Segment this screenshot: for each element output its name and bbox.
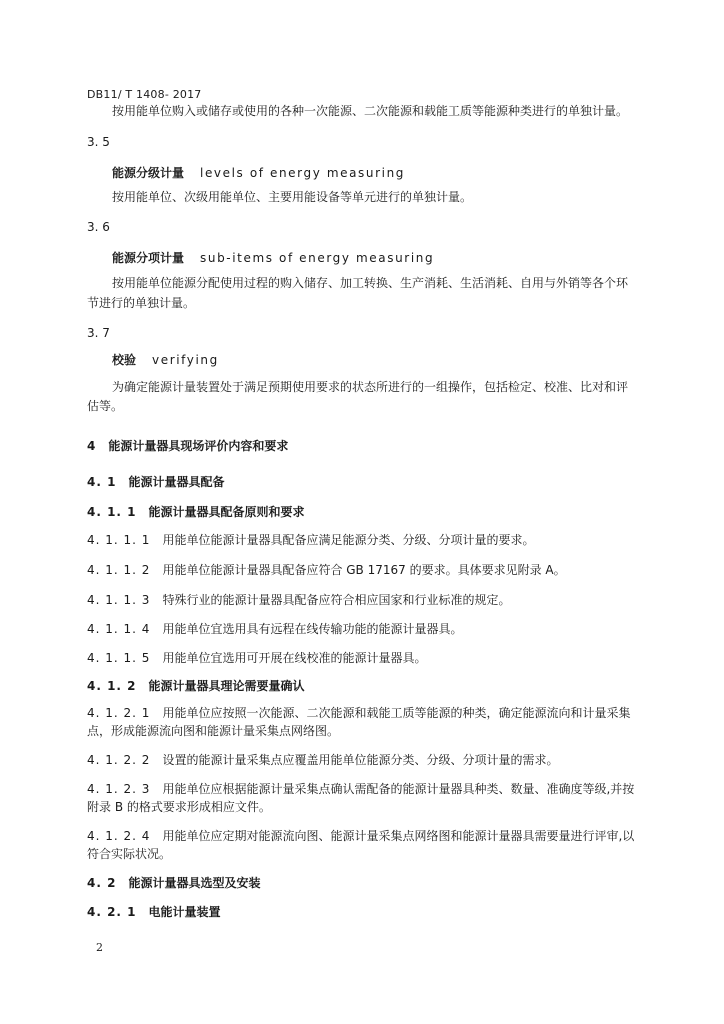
clause-item-number: 4. 1. 2. 2 <box>87 753 151 767</box>
clause-item-text: 用能单位应定期对能源流向图、能源计量采集点网络图和能源计量器具需要量进行评审,以 <box>162 829 635 843</box>
clause-number: 3. 7 <box>87 326 110 340</box>
section-number: 4. 2. 1 <box>87 905 137 919</box>
term-definition-cont: 估等。 <box>87 399 124 413</box>
section-heading <box>87 438 288 454</box>
section-title: 能源计量器具理论需要量确认 <box>148 679 305 693</box>
clause-item-number: 4. 1. 2. 3 <box>87 782 151 796</box>
clause-item-cont: 点，形成能源流向图和能源计量采集点网络图。 <box>87 724 340 738</box>
clause-item-number: 4. 1. 1. 4 <box>87 622 151 636</box>
clause-item-cont: 附录 B 的格式要求形成相应文件。 <box>87 800 271 814</box>
paragraph: 按用能单位购入或储存或使用的各种一次能源、二次能源和载能工质等能源种类进行的单独计量。 <box>112 104 629 118</box>
term-definition: 按用能单位能源分配使用过程的购入储存、加工转换、生产消耗、生活消耗、自用与外销等各个环 <box>112 276 629 290</box>
clause-item-text: 特殊行业的能源计量器具配备应符合相应国家和行业标准的规定。 <box>162 593 511 607</box>
subsection-heading <box>87 678 305 694</box>
clause-item-number: 4. 1. 1. 1 <box>87 533 151 547</box>
page-number: 2 <box>96 941 103 954</box>
term-zh: 校验 <box>112 353 137 367</box>
term-heading <box>112 352 219 368</box>
section-title: 能源计量器具配备 <box>128 475 225 489</box>
clause-item <box>87 532 534 548</box>
term-en: sub-items of energy measuring <box>200 251 435 265</box>
clause-item-text: 设置的能源计量采集点应覆盖用能单位能源分类、分级、分项计量的需求。 <box>162 753 559 767</box>
section-number: 4. 2 <box>87 876 117 890</box>
clause-item-number: 4. 1. 1. 2 <box>87 563 151 577</box>
term-definition: 为确定能源计量装置处于满足预期使用要求的状态所进行的一组操作，包括检定、校准、比对和评 <box>112 380 629 394</box>
clause-item <box>87 752 558 768</box>
section-title: 电能计量装置 <box>148 905 221 919</box>
clause-item-number: 4. 1. 2. 4 <box>87 829 151 843</box>
subsection-heading <box>87 875 260 891</box>
clause-number: 3. 6 <box>87 220 110 234</box>
term-zh: 能源分项计量 <box>112 251 185 265</box>
clause-item-text: 用能单位应根据能源计量采集点确认需配备的能源计量器具种类、数量、准确度等级,并按 <box>162 782 635 796</box>
clause-item <box>87 705 630 721</box>
clause-item-text: 用能单位宜选用具有远程在线传输功能的能源计量器具。 <box>162 622 463 636</box>
term-en: levels of energy measuring <box>200 166 405 180</box>
clause-number: 3. 5 <box>87 135 110 149</box>
section-title: 能源计量器具现场评价内容和要求 <box>108 439 289 453</box>
term-definition-cont: 节进行的单独计量。 <box>87 296 196 310</box>
term-definition: 按用能单位、次级用能单位、主要用能设备等单元进行的单独计量。 <box>112 190 473 204</box>
section-title: 能源计量器具配备原则和要求 <box>148 505 305 519</box>
section-number: 4. 1 <box>87 475 117 489</box>
clause-item-text: 用能单位宜选用可开展在线校准的能源计量器具。 <box>162 651 427 665</box>
subsection-heading <box>87 504 305 520</box>
clause-item <box>87 781 634 797</box>
clause-item-text: 用能单位能源计量器具配备应满足能源分类、分级、分项计量的要求。 <box>162 533 535 547</box>
clause-item <box>87 828 634 844</box>
section-title: 能源计量器具选型及安装 <box>128 876 261 890</box>
standard-code-header: DB11/ T 1408- 2017 <box>87 88 202 101</box>
subsection-heading <box>87 904 221 920</box>
term-heading <box>112 165 405 181</box>
term-heading <box>112 250 434 266</box>
clause-item <box>87 650 426 666</box>
clause-item-cont: 符合实际状况。 <box>87 847 172 861</box>
term-zh: 能源分级计量 <box>112 166 185 180</box>
section-number: 4. 1. 2 <box>87 679 137 693</box>
clause-item-number: 4. 1. 1. 5 <box>87 651 151 665</box>
clause-item-number: 4. 1. 2. 1 <box>87 706 151 720</box>
clause-item <box>87 621 462 637</box>
clause-item <box>87 592 510 608</box>
clause-item-text: 用能单位应按照一次能源、二次能源和载能工质等能源的种类，确定能源流向和计量采集 <box>162 706 631 720</box>
subsection-heading <box>87 474 224 490</box>
clause-item <box>87 562 566 578</box>
section-number: 4 <box>87 439 97 453</box>
section-number: 4. 1. 1 <box>87 505 137 519</box>
clause-item-number: 4. 1. 1. 3 <box>87 593 151 607</box>
term-en: verifying <box>152 353 219 367</box>
clause-item-text: 用能单位能源计量器具配备应符合 GB 17167 的要求。具体要求见附录 A。 <box>162 563 566 577</box>
